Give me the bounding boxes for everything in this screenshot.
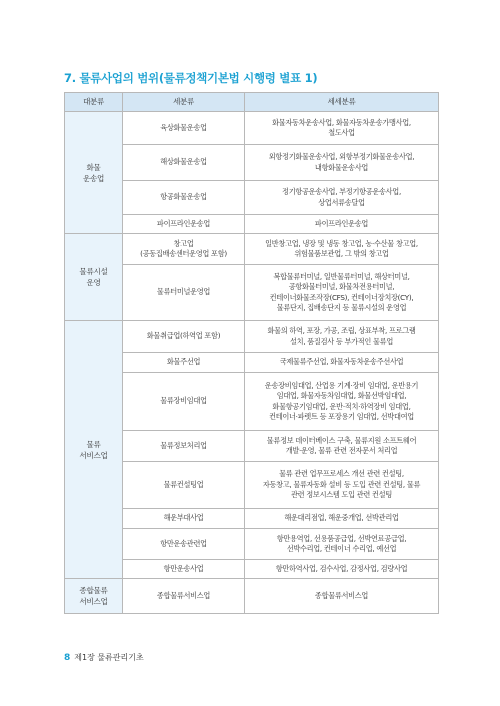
detail-cell	[245, 265, 439, 321]
table-row	[65, 321, 439, 353]
sub-label: 물류터미널운영업	[156, 287, 211, 297]
sub-cell	[123, 462, 245, 509]
sub-cell	[123, 265, 245, 321]
sub-cell	[123, 181, 245, 215]
table-row	[65, 112, 439, 145]
sub-cell	[123, 529, 245, 560]
category-label: 화물 운송업	[82, 162, 105, 183]
detail-label: 파이프라인운송업	[314, 218, 369, 228]
sub-label: 화물주선업	[166, 357, 201, 367]
detail-label: 물류정보 데이터베이스 구축, 물류지원 소프트웨어 개발·운영, 물류 관련 전자문서 처리업	[266, 435, 417, 455]
category-cell	[65, 321, 123, 579]
detail-cell	[245, 112, 439, 145]
sub-cell	[123, 509, 245, 529]
category-cell	[65, 112, 123, 234]
page-number: 8	[64, 653, 71, 663]
sub-cell	[123, 353, 245, 373]
header-sub-category: 세분류	[123, 93, 245, 112]
detail-label: 화물의 하역, 포장, 가공, 조립, 상표부착, 프로그램 설치, 품질검사 등 부가적인 물류업	[267, 326, 416, 346]
logistics-business-scope-table	[64, 92, 439, 614]
detail-cell	[245, 579, 439, 614]
category-label: 종합물류 서비스업	[79, 586, 108, 606]
sub-label: 물류정보처리업	[160, 440, 207, 450]
sub-cell	[123, 431, 245, 462]
detail-label: 항만하역사업, 검수사업, 감정사업, 검량사업	[275, 563, 408, 573]
detail-cell	[245, 321, 439, 353]
detail-cell	[245, 234, 439, 265]
sub-label: 해운부대사업	[163, 513, 204, 523]
category-label: 물류 서비스업	[79, 439, 108, 460]
page-footer	[64, 652, 144, 663]
header-detail-category: 세세분류	[245, 93, 439, 112]
detail-cell	[245, 181, 439, 215]
detail-cell	[245, 462, 439, 509]
sub-label: 화물취급업(하역업 포함)	[146, 331, 221, 341]
sub-cell	[123, 215, 245, 234]
detail-cell	[245, 431, 439, 462]
sub-cell	[123, 373, 245, 431]
detail-label: 일반창고업, 냉장 및 냉동 창고업, 농·수산물 창고업, 위험물품보관업, 그 밖의 창고업	[265, 238, 418, 258]
sub-label: 해상화물운송업	[160, 157, 207, 167]
detail-label: 국제물류주선업, 화물자동차운송주선사업	[279, 357, 404, 367]
detail-cell	[245, 353, 439, 373]
detail-label: 정기항공운송사업, 부정기항공운송사업, 상업서류송달업	[282, 187, 401, 207]
sub-label: 항공화물운송업	[160, 192, 207, 202]
category-cell	[65, 234, 123, 321]
sub-label: 항만운송사업	[163, 563, 204, 573]
category-label: 물류시설 운영	[79, 267, 108, 287]
table-header-row	[65, 93, 439, 112]
category-cell	[65, 579, 123, 614]
detail-label: 복합물류터미널, 일반물류터미널, 해상터미널, 공항화물터미널, 화물차전용터미널, 컨테이너화물조작장(CFS), 컨테이너장치장(CY), 물류단지, 집배송단지 등 물류시설의 운영업	[269, 271, 414, 312]
detail-cell	[245, 373, 439, 431]
detail-label: 종합물류서비스업	[314, 590, 369, 600]
detail-label: 외항정기화물운송사업, 외항부정기화물운송사업, 내항화물운송사업	[268, 152, 415, 172]
table-row	[65, 579, 439, 614]
sub-cell	[123, 321, 245, 353]
sub-cell	[123, 234, 245, 265]
detail-cell	[245, 560, 439, 579]
detail-label: 화물자동차운송사업, 화물자동차운송가맹사업, 철도사업	[272, 117, 411, 137]
detail-cell	[245, 145, 439, 181]
detail-cell	[245, 529, 439, 560]
sub-label: 파이프라인운송업	[156, 218, 211, 228]
detail-cell	[245, 509, 439, 529]
header-major-category: 대분류	[65, 93, 123, 112]
detail-label: 항만용역업, 선용품공급업, 선박연료공급업, 선박수리업, 컨테이너 수리업, 예선업	[276, 533, 407, 553]
table-row	[65, 234, 439, 265]
sub-cell	[123, 112, 245, 145]
sub-cell	[123, 145, 245, 181]
section-title: 7. 물류사업의 범위(물류정책기본법 시행령 별표 1)	[64, 71, 318, 85]
sub-cell	[123, 579, 245, 614]
sub-label: 종합물류서비스업	[156, 590, 211, 600]
chapter-title: 제1장 물류관리기초	[74, 653, 144, 662]
detail-label: 해운대리점업, 해운중개업, 선박관리업	[284, 513, 399, 523]
sub-label: 물류장비임대업	[160, 396, 207, 406]
sub-label: 창고업 (공동집배송센터운영업 포함)	[140, 238, 227, 258]
sub-label: 물류컨설팅업	[163, 479, 204, 489]
detail-label: 물류 관련 업무프로세스 개선 관련 컨설팅, 자동창고, 물류자동화 설비 등 도입 관련 컨설팅, 물류 관련 정보시스템 도입 관련 컨설팅	[262, 469, 421, 500]
sub-label: 항만운송관련업	[160, 538, 207, 548]
sub-label: 육상화물운송업	[160, 122, 207, 132]
detail-cell	[245, 215, 439, 234]
sub-cell	[123, 560, 245, 579]
detail-label: 운송장비임대업, 산업용 기계·장비 임대업, 운반용기 임대업, 화물자동차임대업, 화물선박임대업, 화물항공기임대업, 운반·적치·하역장비 임대업, 컨테이너·파렛트 등 포장용기 임대업, 선박대여업	[264, 380, 419, 421]
